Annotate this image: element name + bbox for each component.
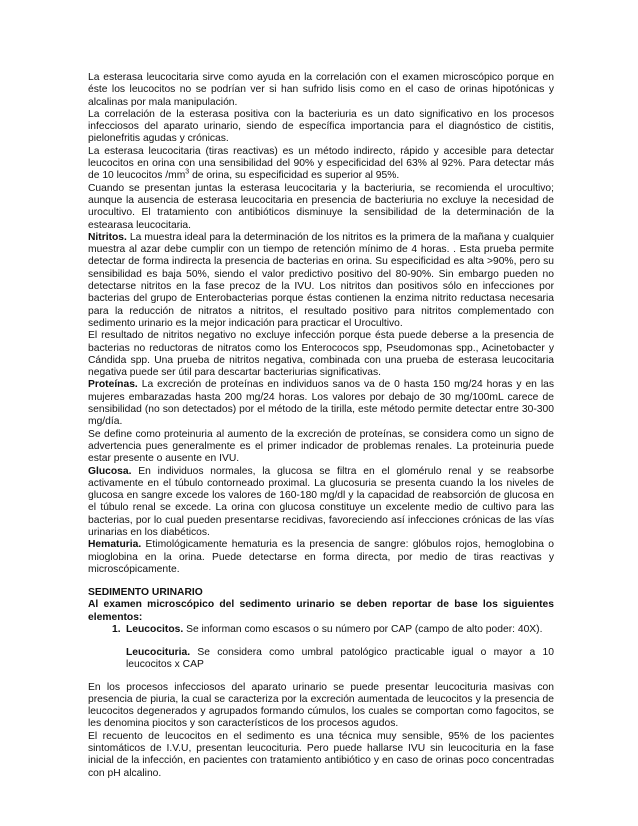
section-intro: Al examen microscópico del sedimento urinario se deben reportar de base los siguientes elementos: xyxy=(88,599,554,623)
elements-list xyxy=(88,624,554,636)
text-esterasa-tiras-b: de orina, su especificidad es superior al 95%. xyxy=(189,170,400,182)
paragraph-esterasa-bacteriuria: La correlación de la esterasa positiva con la bacteriuria es un dato significativo en los procesos infecciosos del aparato urinario, siendo de específica importancia para el diagnóstico de cistitis, pielonefritis agudas y crónicas. xyxy=(88,108,554,145)
text-leucocituria: Se considera como umbral patológico practicable igual o mayor a 10 leucocitos x CAP xyxy=(126,646,554,670)
label-hematuria: Hematuria. xyxy=(88,539,142,551)
paragraph-urocultivo: Cuando se presentan juntas la esterasa leucocitaria y la bacteriuria, se recomienda el urocultivo; aunque la ausencia de esterasa leucocitaria en presencia de bacteriuria no excluye la necesidad de urocultivo. El tratamiento con antibióticos disminuye la sensibilidad de la determinación de la estearasa leucocitaria. xyxy=(88,182,554,231)
paragraph-nitritos-negativo: El resultado de nitritos negativo no excluye infección porque ésta puede deberse a la presencia de bacterias no reductoras de nitratos como los Enterococos spp, Pseudomonas spp., Acinetobacter y Cándida spp. Una prueba de nitritos negativa, combinada con una prueba de esterasa leucocitaria negativa puede ser útil para descartar bacteriurias significativas. xyxy=(88,330,554,379)
paragraph-piuria: En los procesos infecciosos del aparato urinario se puede presentar leucocituria masivas con presencia de piuria, la cual se caracteriza por la excreción aumentada de leucocitos y la presencia de leucocitos degenerados y agrupados formando cúmulos, los cuales se comportan como fagocitos, se les denomina piocitos y son característicos de los procesos agudos. xyxy=(88,681,554,730)
paragraph-esterasa-correlacion: La esterasa leucocitaria sirve como ayuda en la correlación con el examen microscópico porque en éste los leucocitos no se podrían ver si han sufrido lisis como en el caso de orinas hipotónicas y alcalinas por mala manipulación. xyxy=(88,72,554,108)
paragraph-glucosa xyxy=(88,466,554,540)
list-number: 1. xyxy=(112,624,121,636)
paragraph-recuento: El recuento de leucocitos en el sedimento es una técnica muy sensible, 95% de los pacientes sintomáticos de I.V.U, presentan leucocituria. Pero puede hallarse IVU sin leucocituria en la fase inicial de la infección, en pacientes con tratamiento antibiótico y en caso de orinas poco concentradas con pH alcalino. xyxy=(88,730,554,779)
paragraph-nitritos xyxy=(88,232,554,330)
label-proteinas: Proteínas. xyxy=(88,379,138,391)
text-proteinas: La excreción de proteínas en individuos sanos va de 0 hasta 150 mg/24 horas y en las mujeres embarazadas hasta 200 mg/24 horas. Los valores por debajo de 30 mg/100mL carece de sensibilidad (no son detectados) por el método de la tirilla, este método permite detectar entre 30-300 mg/día. xyxy=(88,379,554,428)
paragraph-esterasa-tiras xyxy=(88,146,554,183)
label-leucocituria: Leucocituria. xyxy=(126,646,191,658)
section-heading: SEDIMENTO URINARIO xyxy=(88,587,203,599)
text-leucocitos: Se informan como escasos o su número por CAP (campo de alto poder: 40X). xyxy=(183,624,543,636)
paragraph-hematuria xyxy=(88,539,554,576)
section-spacer xyxy=(88,576,554,587)
label-leucocitos: Leucocitos. xyxy=(126,624,184,636)
paragraph-proteinas xyxy=(88,379,554,428)
text-esterasa-tiras-a: La esterasa leucocitaria (tiras reactivas) es un método indirecto, rápido y accesible para detectar leucocitos en orina con una sensibilidad del 90% y especificidad del 63% al 92%. Para detectar más de 10 leucocitos /mm xyxy=(88,145,554,182)
superscript-exponent: 3 xyxy=(185,168,190,176)
list-item xyxy=(112,624,554,636)
label-glucosa: Glucosa. xyxy=(88,465,132,477)
subitem-leucocituria xyxy=(126,647,554,672)
paragraph-proteinuria: Se define como proteinuria al aumento de la excreción de proteínas, se considera como un signo de advertencia pues generalmente es el primer indicador de problemas renales. La proteinuria puede estar presente o ausente en IVU. xyxy=(88,428,554,465)
text-hematuria: Etimológicamente hematuria es la presencia de sangre: glóbulos rojos, hemoglobina o mioglobina en la orina. Puede detectarse en forma directa, por medio de tiras reactivas y microscópicamente. xyxy=(88,539,554,575)
label-nitritos: Nitritos. xyxy=(88,231,127,243)
text-nitritos: La muestra ideal para la determinación de los nitritos es la primera de la mañana y cualquier muestra al azar debe cumplir con un tiempo de retención mínimo de 4 horas. . Esta prueba permite detectar de forma indirecta la presencia de bacterias en orina. Su especificidad es alta >90%, pero su sensibilidad es baja 50%, siendo el valor predictivo positivo del 80-90%. Sin embargo pueden no detectarse nitritos en la fase precoz de la IVU. Los nitritos dan positivos sólo en infecciones por bacterias del grupo de Enterobacterias porque éstas contienen la enzima nitrito reductasa necesaria para la reducción de nitratos a nitritos, el resultado positivo para nitritos complementado con sedimento urinario es la mejor indicación para practicar el Urocultivo. xyxy=(88,231,554,329)
text-glucosa: En individuos normales, la glucosa se filtra en el glomérulo renal y se reabsorbe activamente en el túbulo contorneado proximal. La glucosuria se presenta cuando la los niveles de glucosa en sangre excede los valores de 160-180 mg/dl y la capacidad de reabsorción de glucosa en el túbulo renal se excede. La orina con glucosa constituye un excelente medio de cultivo para las bacterias, por lo cual pueden presentarse recidivas, favoreciendo así infecciones crónicas de las vías urinarias en los diabéticos. xyxy=(88,465,554,538)
